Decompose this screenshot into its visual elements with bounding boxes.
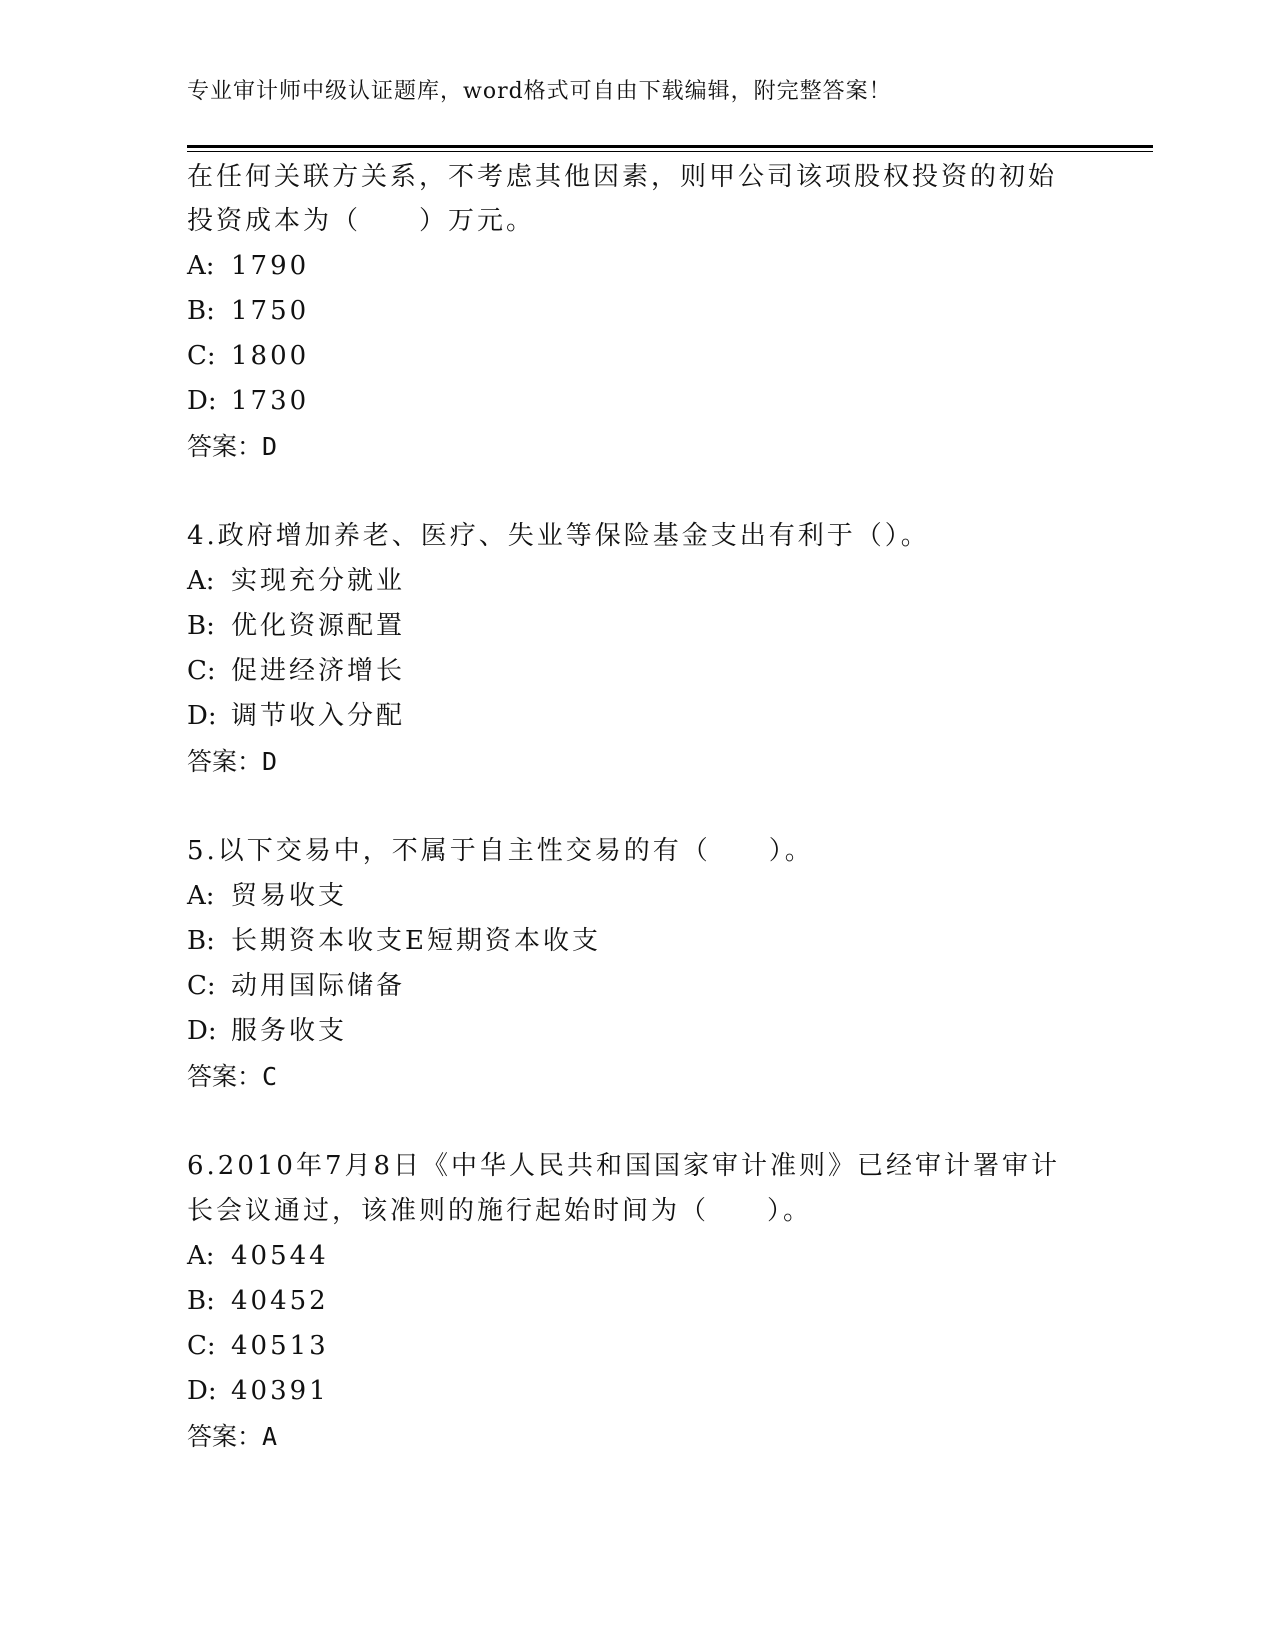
option-key: A: xyxy=(187,566,215,596)
answer-label: 答案： xyxy=(187,1062,263,1091)
option-key: D: xyxy=(187,1376,217,1406)
answer-value: D xyxy=(262,747,278,776)
q3-option-b xyxy=(187,295,309,327)
q3-option-c xyxy=(187,340,309,372)
q4-option-b xyxy=(187,610,405,642)
option-text: 1750 xyxy=(231,296,310,326)
q3-stem-line1: 在任何关联方关系，不考虑其他因素，则甲公司该项股权投资的初始 xyxy=(187,162,1058,192)
option-text: 长期资本收支E短期资本收支 xyxy=(231,926,601,956)
option-key: B: xyxy=(187,296,215,326)
q5-option-a xyxy=(187,880,347,912)
q3-option-d xyxy=(187,385,309,417)
q4-stem: 4.政府增加养老、医疗、失业等保险基金支出有利于（）。 xyxy=(187,521,930,551)
option-key: D: xyxy=(187,1016,217,1046)
option-text: 1730 xyxy=(231,386,310,416)
page-header: 专业审计师中级认证题库，word格式可自由下载编辑，附完整答案！ xyxy=(187,79,892,104)
q6-option-c xyxy=(187,1330,329,1362)
option-key: A: xyxy=(187,251,215,281)
option-key: C: xyxy=(187,1331,216,1361)
answer-label: 答案： xyxy=(187,1422,263,1451)
answer-label: 答案： xyxy=(187,747,263,776)
option-text: 实现充分就业 xyxy=(231,566,406,596)
option-key: C: xyxy=(187,971,216,1001)
q3-option-a xyxy=(187,250,309,282)
option-text: 40452 xyxy=(231,1286,329,1316)
q3-answer xyxy=(187,431,277,463)
option-text: 调节收入分配 xyxy=(231,701,406,731)
q6-answer xyxy=(187,1421,277,1453)
q5-option-b xyxy=(187,925,601,957)
option-text: 1800 xyxy=(231,341,310,371)
option-text: 促进经济增长 xyxy=(231,656,406,686)
q5-stem: 5.以下交易中，不属于自主性交易的有（ ）。 xyxy=(187,836,814,866)
option-text: 动用国际储备 xyxy=(231,971,406,1001)
option-key: B: xyxy=(187,926,215,956)
option-text: 40513 xyxy=(231,1331,329,1361)
q5-option-d xyxy=(187,1015,347,1047)
option-key: B: xyxy=(187,611,215,641)
option-key: A: xyxy=(187,1241,215,1271)
option-key: D: xyxy=(187,701,217,731)
option-key: A: xyxy=(187,881,215,911)
answer-label: 答案： xyxy=(187,432,263,461)
answer-value: D xyxy=(262,432,278,461)
option-key: D: xyxy=(187,386,217,416)
option-text: 40544 xyxy=(231,1241,329,1271)
option-text: 贸易收支 xyxy=(231,881,348,911)
option-text: 服务收支 xyxy=(231,1016,348,1046)
q6-stem-line1: 6.2010年7月8日《中华人民共和国国家审计准则》已经审计署审计 xyxy=(187,1151,1061,1181)
option-text: 40391 xyxy=(231,1376,329,1406)
q6-option-d xyxy=(187,1375,329,1407)
q6-stem-line2: 长会议通过，该准则的施行起始时间为（ ）。 xyxy=(187,1196,813,1226)
q4-option-c xyxy=(187,655,405,687)
option-key: B: xyxy=(187,1286,215,1316)
q6-option-b xyxy=(187,1285,329,1317)
q5-answer xyxy=(187,1061,277,1093)
q6-option-a xyxy=(187,1240,329,1272)
answer-value: C xyxy=(262,1062,278,1091)
header-rule-thick xyxy=(187,145,1153,148)
option-key: C: xyxy=(187,656,216,686)
q4-option-d xyxy=(187,700,405,732)
q4-answer xyxy=(187,746,277,778)
option-text: 优化资源配置 xyxy=(231,611,406,641)
q4-option-a xyxy=(187,565,405,597)
answer-value: A xyxy=(262,1422,278,1451)
q3-stem-line2: 投资成本为（ ）万元。 xyxy=(187,206,536,236)
option-text: 1790 xyxy=(231,251,310,281)
header-rule-thin xyxy=(187,151,1153,152)
q5-option-c xyxy=(187,970,405,1002)
option-key: C: xyxy=(187,341,216,371)
